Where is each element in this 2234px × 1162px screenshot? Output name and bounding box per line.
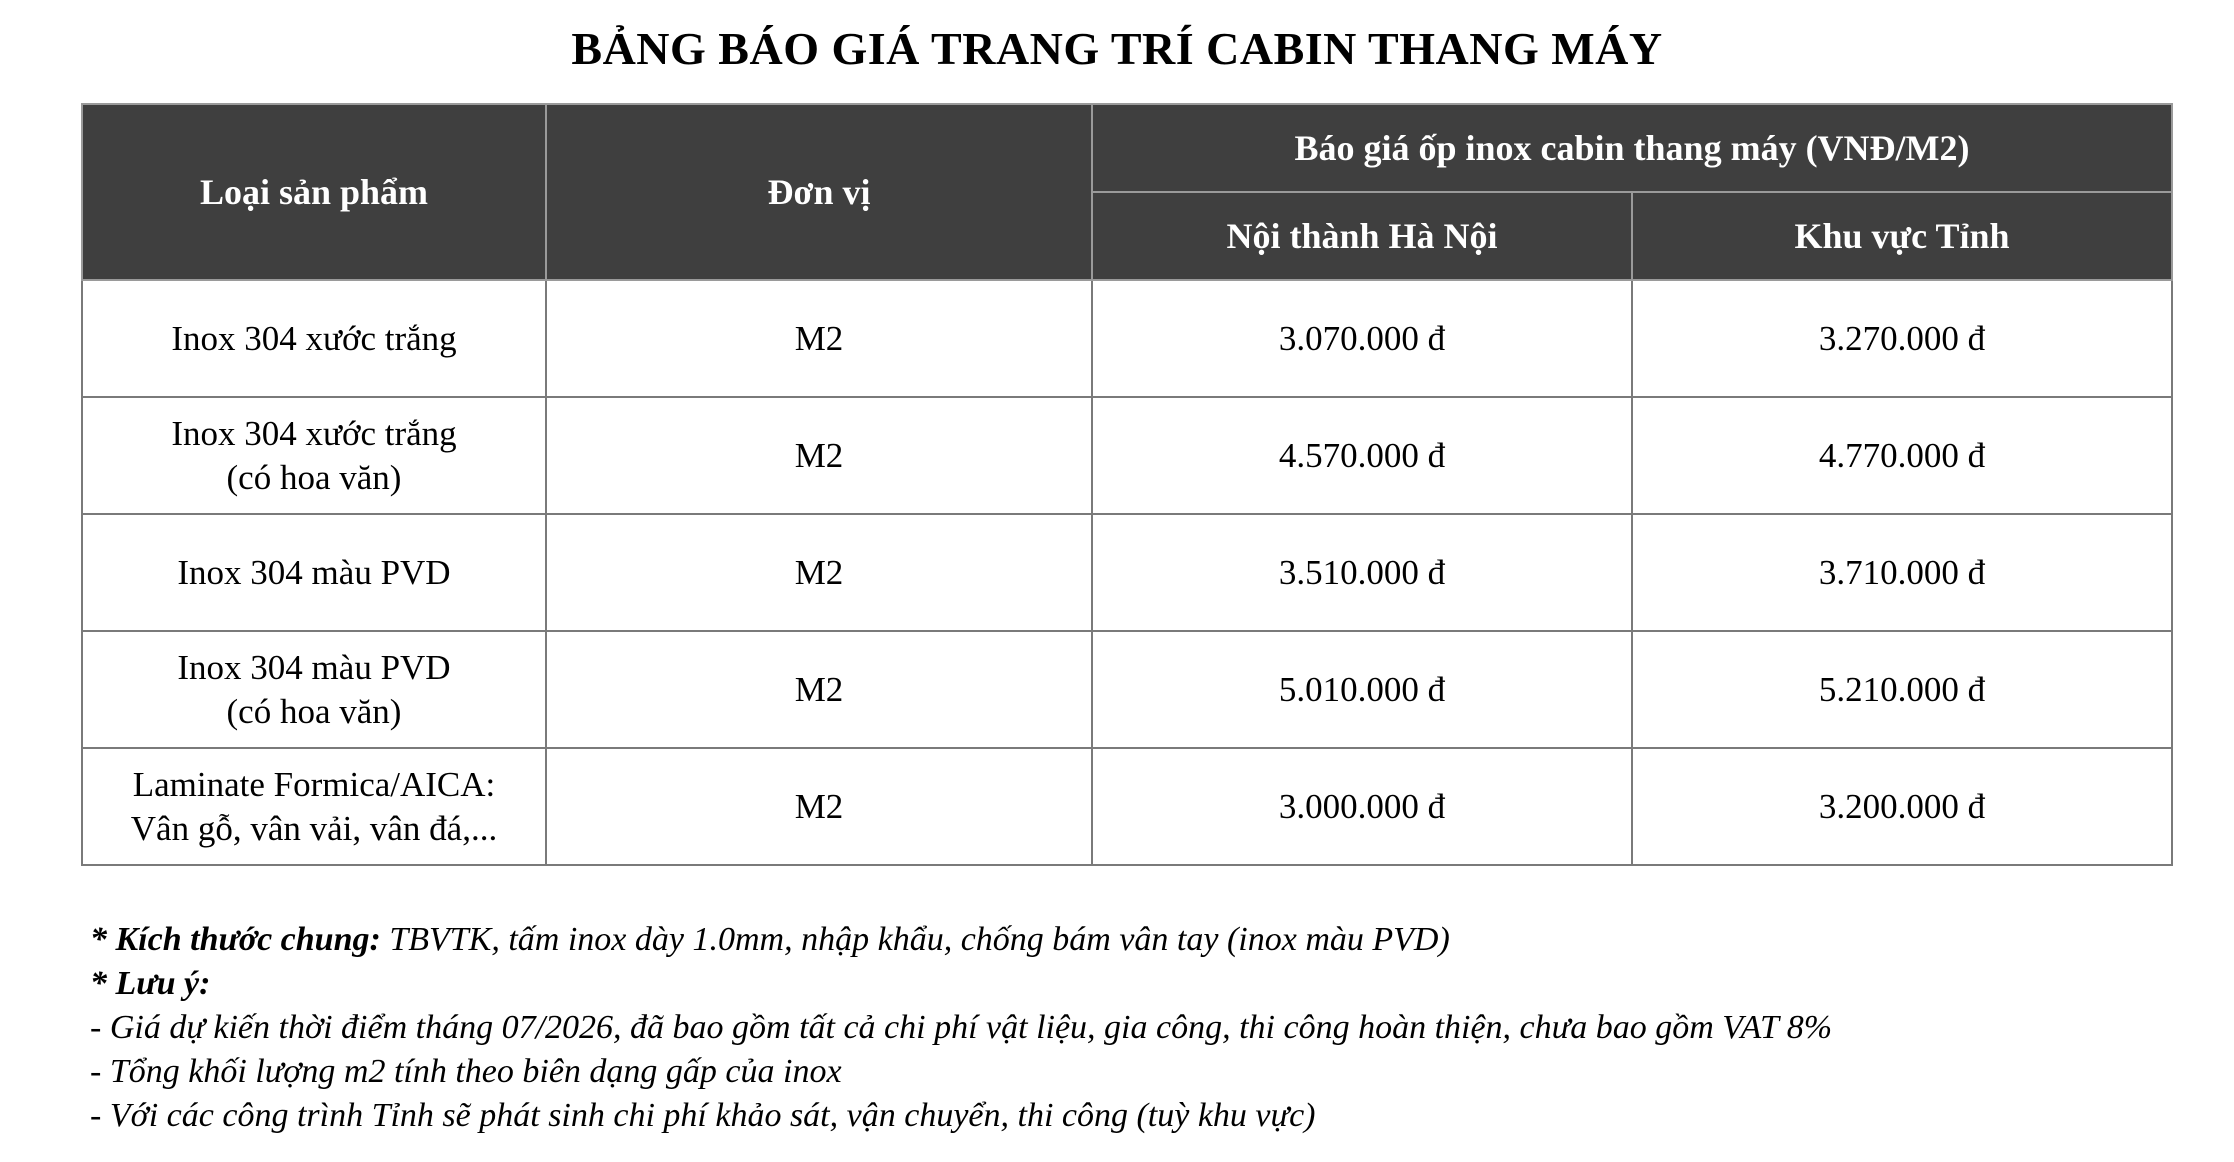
product-detail: (có hoa văn) — [226, 691, 402, 731]
product-cell — [82, 631, 546, 748]
price-table — [81, 103, 2173, 866]
size-note — [90, 918, 2170, 962]
product-detail: (có hoa văn) — [226, 457, 402, 497]
unit-cell: M2 — [546, 514, 1092, 631]
unit-cell: M2 — [546, 397, 1092, 514]
table-row — [82, 280, 2172, 397]
product-name: Inox 304 xước trắng — [171, 413, 457, 453]
page-title: BẢNG BÁO GIÁ TRANG TRÍ CABIN THANG MÁY — [571, 23, 1663, 74]
header-product: Loại sản phẩm — [82, 104, 546, 280]
hanoi-price-cell: 3.070.000 đ — [1092, 280, 1632, 397]
header-unit: Đơn vị — [546, 104, 1092, 280]
province-price-cell: 3.200.000 đ — [1632, 748, 2172, 865]
product-name: Inox 304 màu PVD — [177, 552, 451, 592]
size-note-label: * Kích thước chung: — [90, 921, 381, 958]
table-row — [82, 397, 2172, 514]
product-cell — [82, 397, 546, 514]
header-price-group: Báo giá ốp inox cabin thang máy (VNĐ/M2) — [1092, 104, 2172, 192]
unit-cell: M2 — [546, 748, 1092, 865]
product-name: Inox 304 xước trắng — [171, 318, 457, 358]
table-row — [82, 514, 2172, 631]
hanoi-price-cell: 4.570.000 đ — [1092, 397, 1632, 514]
remark-line: - Giá dự kiến thời điểm tháng 07/2026, đã bao gồm tất cả chi phí vật liệu, gia công, thi công hoàn thiện, chưa bao gồm VAT 8% — [90, 1009, 1833, 1046]
province-price-cell: 4.770.000 đ — [1632, 397, 2172, 514]
unit-cell: M2 — [546, 631, 1092, 748]
table-header-row — [82, 104, 2172, 192]
product-cell — [82, 748, 546, 865]
remark-label: * Lưu ý: — [90, 965, 211, 1002]
size-note-text: TBVTK, tấm inox dày 1.0mm, nhập khẩu, chống bám vân tay (inox màu PVD) — [380, 921, 1450, 958]
product-name: Inox 304 màu PVD — [177, 647, 451, 687]
notes-section — [90, 918, 2170, 1138]
province-price-cell: 5.210.000 đ — [1632, 631, 2172, 748]
product-detail: Vân gỗ, vân vải, vân đá,... — [130, 808, 498, 848]
header-hanoi: Nội thành Hà Nội — [1092, 192, 1632, 280]
table-row — [82, 631, 2172, 748]
product-cell — [82, 514, 546, 631]
province-price-cell: 3.710.000 đ — [1632, 514, 2172, 631]
remark-line: - Với các công trình Tỉnh sẽ phát sinh chi phí khảo sát, vận chuyển, thi công (tuỳ khu vực) — [90, 1097, 1316, 1134]
hanoi-price-cell: 3.000.000 đ — [1092, 748, 1632, 865]
product-cell — [82, 280, 546, 397]
hanoi-price-cell: 5.010.000 đ — [1092, 631, 1632, 748]
header-province: Khu vực Tỉnh — [1632, 192, 2172, 280]
province-price-cell: 3.270.000 đ — [1632, 280, 2172, 397]
product-name: Laminate Formica/AICA: — [132, 764, 496, 804]
remark-line: - Tổng khối lượng m2 tính theo biên dạng gấp của inox — [90, 1053, 842, 1090]
table-row — [82, 748, 2172, 865]
unit-cell: M2 — [546, 280, 1092, 397]
hanoi-price-cell: 3.510.000 đ — [1092, 514, 1632, 631]
